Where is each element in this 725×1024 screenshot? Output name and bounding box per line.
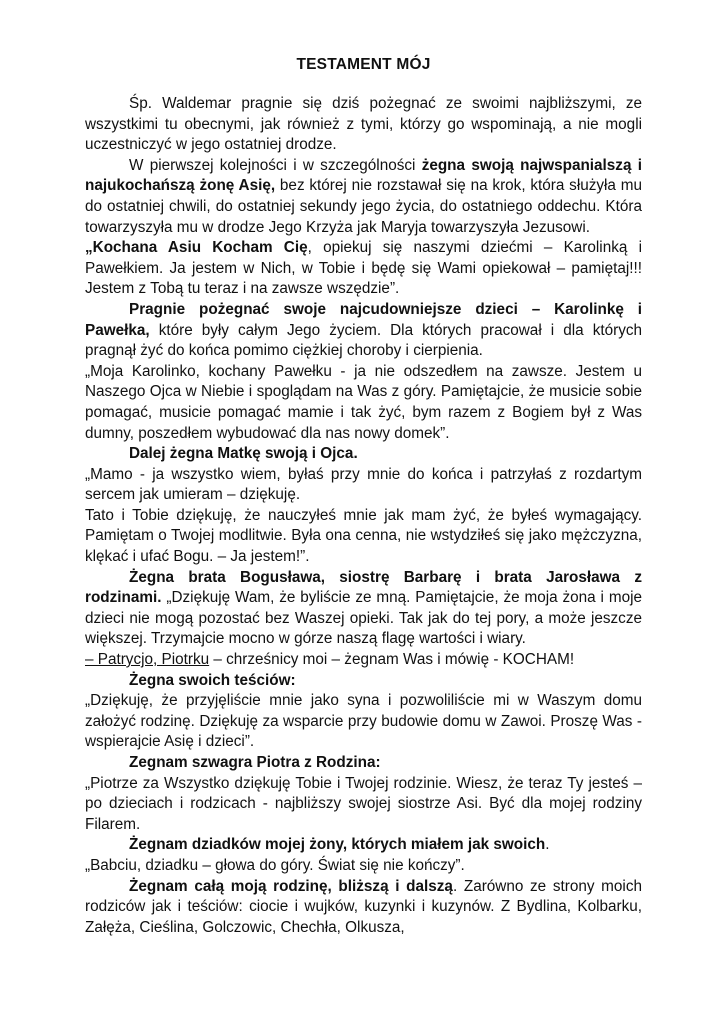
bold-text: „Kochana Asiu Kocham Cię [85, 239, 308, 257]
bold-text: żegna swoją najwspanialszą i najukochańszą żonę Asię, [85, 156, 642, 195]
paragraph-wife-quote [85, 238, 642, 300]
paragraph-grandparents [85, 835, 642, 856]
paragraph-grandparents-quote: „Babciu, dziadku – głowa do góry. Świat się nie kończy”. [85, 856, 465, 874]
paragraph-wife [85, 156, 642, 238]
paragraph-family [85, 877, 642, 939]
text-run: . [545, 836, 550, 854]
text-run: W pierwszej kolejności i w szczególności [129, 156, 422, 174]
text-run: . Zarówno ze strony moich rodziców jak i teściów: ciocie i wujków, kuzynki i kuzynów. Z Bydlina, Kolbarku, Załęża, Cieślina, Golczowic, Chechła, Olkusza, [85, 877, 642, 936]
paragraph-siblings [85, 568, 642, 650]
paragraph-brother-in-law-heading [85, 753, 642, 774]
document-title: TESTAMENT MÓJ [296, 56, 431, 73]
underlined-text: – Patrycjo, Piotrku [85, 651, 210, 669]
paragraph-in-laws-quote: „Dziękuję, że przyjęliście mnie jako syna i pozwoliliście mi w Waszym domu założyć rodzinę. Dziękuję za wsparcie przy budowie domu w Zawoi. Proszę Was - wspierajcie Asię i dzieci”. [85, 692, 642, 751]
paragraph-in-laws-heading [85, 671, 642, 692]
bold-text: Żegnam dziadków mojej żony, których miałem jak swoich [129, 836, 546, 854]
bold-text: Dalej żegna Matkę swoją i Ojca. [129, 445, 358, 463]
text-run: – chrześnicy moi – żegnam Was i mówię - KOCHAM! [209, 651, 575, 669]
text-run: które były całym Jego życiem. Dla których pracował i dla których pragnął żyć do końca pomimo ciężkiej choroby i cierpienia. [85, 321, 642, 360]
bold-text: Pragnie pożegnać swoje najcudowniejsze dzieci – Karolinkę i Pawełka, [85, 300, 642, 339]
text-run: , opiekuj się naszymi dziećmi – Karolinką i Pawełkiem. Ja jestem w Nich, w Tobie i będę się Wami opiekował – pamiętaj!!! Jestem z Tobą tu teraz i na zawsze wszędzie”. [85, 239, 642, 298]
bold-text: Żegnam całą moją rodzinę, bliższą i dalszą [129, 877, 453, 895]
paragraph-children-quote: „Moja Karolinko, kochany Pawełku - ja nie odszedłem na zawsze. Jestem u Naszego Ojca w Niebie i spoglądam na Was z góry. Pamiętajcie, że musicie sobie pomagać, musicie pomagać mamie i tak żyć, bym razem z Bogiem był z Was dumny, poszedłem wybudować dla nas nowy domek”. [85, 362, 642, 442]
text-run: „Dziękuję Wam, że byliście ze mną. Pamiętajcie, że moja żona i moje dzieci nie mogą pozostać bez Waszej opieki. Tak jak do tej pory, a może jeszcze większej. Trzymajcie mocno w górze naszą flagę wartości i wiary. [85, 589, 642, 648]
bold-text: Żegna brata Bogusława, siostrę Barbarę i brata Jarosława z rodzinami. [85, 568, 642, 607]
paragraph-brother-in-law-quote: „Piotrze za Wszystko dziękuję Tobie i Twojej rodzinie. Wiesz, że teraz Ty jesteś – po dzieciach i rodzicach - najbliższy swojej siostrze Asi. Być dla mojej rodziny Filarem. [85, 774, 642, 833]
paragraph-intro: Śp. Waldemar pragnie się dziś pożegnać ze swoimi najbliższymi, ze wszystkimi tu obecnymi, jak również z tymi, którzy go wspominają, a nie mogli uczestniczyć w jego ostatniej drodze. [85, 95, 642, 154]
text-run: bez której nie rozstawał się na krok, która służyła mu do ostatniej chwili, do ostatniej sekundy jego życia, do ostatniego oddechu. Która towarzyszyła mu w drodze Jego Krzyża jak Maryja towarzyszyła Jezusowi. [85, 177, 642, 236]
paragraph-mother-quote: „Mamo - ja wszystko wiem, byłaś przy mnie do końca i patrzyłaś z rozdartym sercem jak umieram – dziękuję. [85, 465, 642, 504]
paragraph-parents-heading [85, 444, 642, 465]
paragraph-father-quote: Tato i Tobie dziękuję, że nauczyłeś mnie jak mam żyć, że byłeś wymagający. Pamiętam o Twojej modlitwie. Była ona cenna, nie wstydziłeś się jako mężczyzna, klękać i ufać Bogu. – Ja jestem!”. [85, 506, 642, 566]
bold-text: Zegnam szwagra Piotra z Rodzina: [129, 754, 381, 771]
paragraph-godchildren [85, 650, 642, 671]
bold-text: Żegna swoich teściów: [129, 671, 296, 689]
document-body [85, 94, 642, 938]
paragraph-children [85, 300, 642, 362]
